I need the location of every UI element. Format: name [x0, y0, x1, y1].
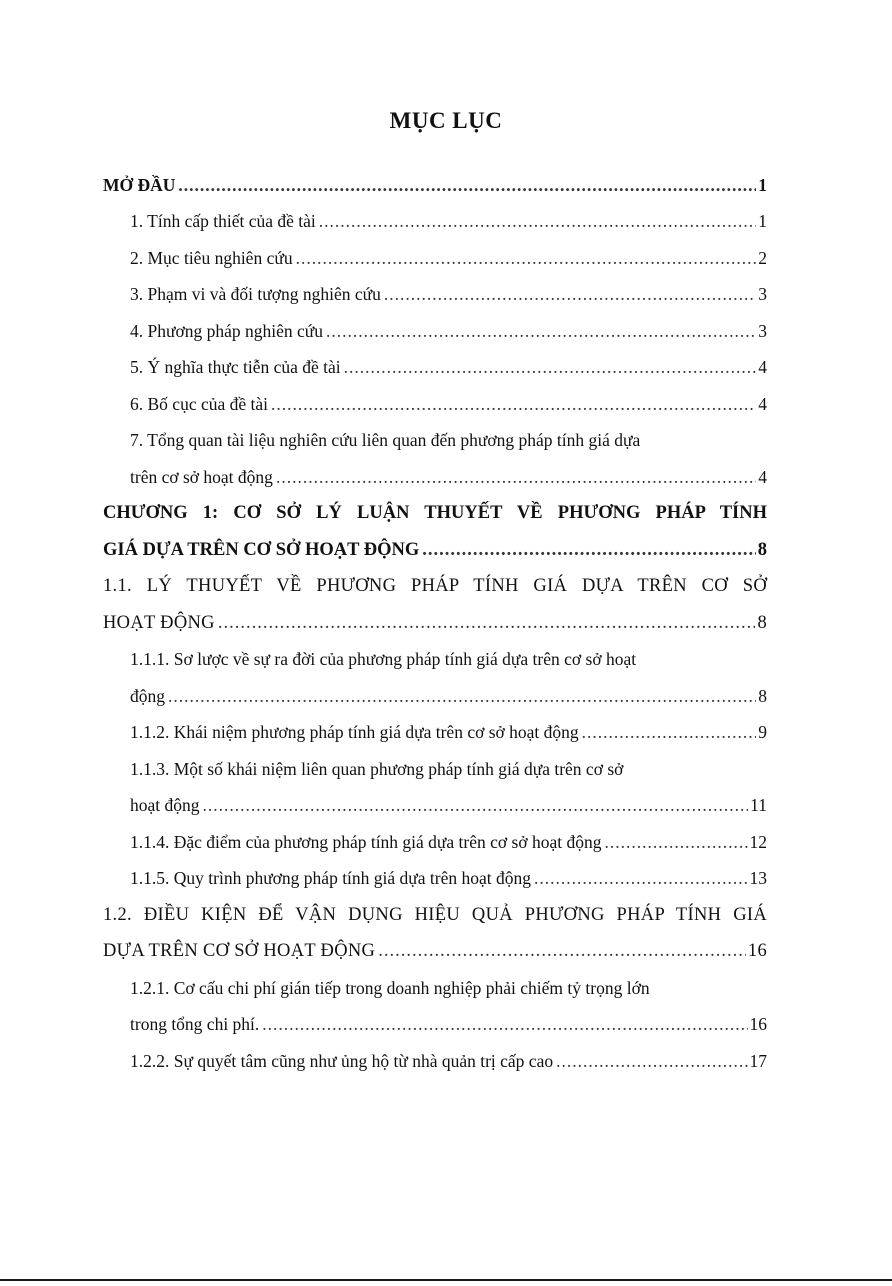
toc-entry-text: 1.2. ĐIỀU KIỆN ĐỂ VẬN DỤNG HIỆU QUẢ PHƯƠNG PHÁP TÍNH GIÁ [103, 904, 767, 925]
toc-entry[interactable] [103, 310, 767, 347]
toc-entry-continuation[interactable] [103, 529, 767, 566]
toc-entry-continuation[interactable] [103, 675, 767, 712]
toc-page-number: 1 [758, 211, 767, 231]
toc-page-number: 4 [758, 393, 767, 414]
toc-entry-text: 1.1.1. Sơ lược về sự ra đời của phương pháp tính giá dựa trên cơ sở hoạt [130, 649, 637, 669]
toc-entry-text: 1.1. LÝ THUYẾT VỀ PHƯƠNG PHÁP TÍNH GIÁ DỰA TRÊN CƠ SỞ [103, 576, 767, 596]
toc-section-heading[interactable] [103, 566, 767, 603]
page-bottom-edge [0, 1279, 892, 1281]
toc-entry[interactable] [103, 1040, 767, 1077]
toc-entry-text: CHƯƠNG 1: CƠ SỞ LÝ LUẬN THUYẾT VỀ PHƯƠNG PHÁP TÍNH [103, 503, 767, 523]
toc-entry-text: 1. Tính cấp thiết của đề tài [130, 211, 316, 231]
toc-page-number: 4 [758, 466, 767, 487]
toc-page-number: 1 [758, 174, 767, 195]
toc-page-number: 17 [749, 1050, 767, 1071]
toc-page-number: 12 [749, 831, 767, 852]
toc-entry[interactable] [103, 967, 767, 1004]
toc-entry-text: DỰA TRÊN CƠ SỞ HOẠT ĐỘNG [103, 941, 376, 961]
toc-entry-text: MỞ ĐẦU [103, 174, 176, 195]
toc-entry-text: trên cơ sở hoạt động [130, 466, 273, 487]
dot-leader [534, 867, 747, 889]
toc-entry[interactable] [103, 639, 767, 676]
toc-entry-text: trong tổng chi phí. [130, 1014, 260, 1034]
dot-leader [276, 466, 756, 488]
toc-page-number: 11 [750, 795, 767, 815]
toc-entry-text: 6. Bố cục của đề tài [130, 393, 269, 414]
toc-entry[interactable] [103, 274, 767, 311]
page-title: MỤC LỤC [389, 108, 503, 133]
toc-entry-text: động [130, 685, 165, 706]
dot-leader [556, 1050, 747, 1072]
dot-leader [319, 210, 756, 232]
dot-leader [168, 685, 756, 707]
dot-leader [384, 283, 756, 305]
toc-entry-continuation[interactable] [103, 785, 767, 822]
toc-entry-text: 1.1.4. Đặc điểm của phương pháp tính giá dựa trên cơ sở hoạt động [130, 831, 602, 852]
toc-entry-text: hoạt động [130, 795, 200, 815]
toc-entry-continuation[interactable] [103, 1004, 767, 1041]
toc-entry-text: 1.1.2. Khái niệm phương pháp tính giá dựa trên cơ sở hoạt động [130, 722, 579, 742]
dot-leader [326, 320, 756, 342]
dot-leader [296, 247, 757, 269]
toc-section-heading[interactable] [103, 894, 767, 931]
toc-entry[interactable] [103, 858, 767, 895]
toc-page-number: 16 [749, 1014, 767, 1034]
dot-leader [604, 831, 747, 853]
dot-leader [218, 612, 756, 634]
dot-leader [178, 174, 756, 196]
toc-entry-continuation[interactable] [103, 456, 767, 493]
toc-entry[interactable] [103, 748, 767, 785]
toc-page-number: 2 [758, 247, 767, 268]
toc-page-number: 16 [747, 941, 767, 961]
toc-entry-text: GIÁ DỰA TRÊN CƠ SỞ HOẠT ĐỘNG [103, 539, 420, 560]
toc-entry-text: HOẠT ĐỘNG [103, 612, 215, 633]
toc-entry[interactable] [103, 164, 767, 201]
toc-entry-text: 1.1.3. Một số khái niệm liên quan phương pháp tính giá dựa trên cơ sở [130, 758, 624, 779]
toc-entry-text: 1.2.1. Cơ cấu chi phí gián tiếp trong doanh nghiệp phải chiếm tỷ trọng lớn [130, 977, 650, 998]
toc-entry-text: 7. Tổng quan tài liệu nghiên cứu liên quan đến phương pháp tính giá dựa [130, 430, 641, 450]
dot-leader [262, 1013, 747, 1035]
toc-page-number: 9 [758, 722, 767, 742]
toc-entry[interactable] [103, 347, 767, 384]
toc-page-number: 8 [758, 685, 767, 706]
toc-entry[interactable] [103, 712, 767, 749]
dot-leader [203, 794, 749, 816]
toc-entry-text: 3. Phạm vi và đối tượng nghiên cứu [130, 284, 381, 304]
toc-entry[interactable] [103, 420, 767, 457]
table-of-contents [103, 164, 767, 1077]
dot-leader [378, 940, 746, 962]
toc-entry[interactable] [103, 383, 767, 420]
toc-page-number: 13 [749, 868, 767, 888]
dot-leader [271, 393, 756, 415]
toc-page-number: 3 [758, 320, 767, 341]
dot-leader [582, 721, 757, 743]
toc-page-number: 3 [758, 284, 767, 304]
toc-entry-continuation[interactable] [103, 602, 767, 639]
toc-page-number: 4 [758, 357, 767, 377]
toc-page-number: 8 [757, 612, 767, 633]
toc-entry-text: 1.2.2. Sự quyết tâm cũng như ủng hộ từ nhà quản trị cấp cao [130, 1050, 554, 1071]
toc-chapter-heading[interactable] [103, 493, 767, 530]
toc-entry[interactable] [103, 821, 767, 858]
toc-entry-continuation[interactable] [103, 931, 767, 968]
toc-entry-text: 1.1.5. Quy trình phương pháp tính giá dựa trên hoạt động [130, 868, 532, 888]
dot-leader [422, 539, 755, 561]
dot-leader [344, 356, 757, 378]
toc-entry-text: 4. Phương pháp nghiên cứu [130, 320, 323, 341]
toc-entry[interactable] [103, 237, 767, 274]
toc-entry-text: 5. Ý nghĩa thực tiễn của đề tài [130, 357, 341, 377]
toc-page-number: 8 [757, 539, 767, 560]
toc-entry-text: 2. Mục tiêu nghiên cứu [130, 247, 293, 268]
toc-entry[interactable] [103, 201, 767, 238]
